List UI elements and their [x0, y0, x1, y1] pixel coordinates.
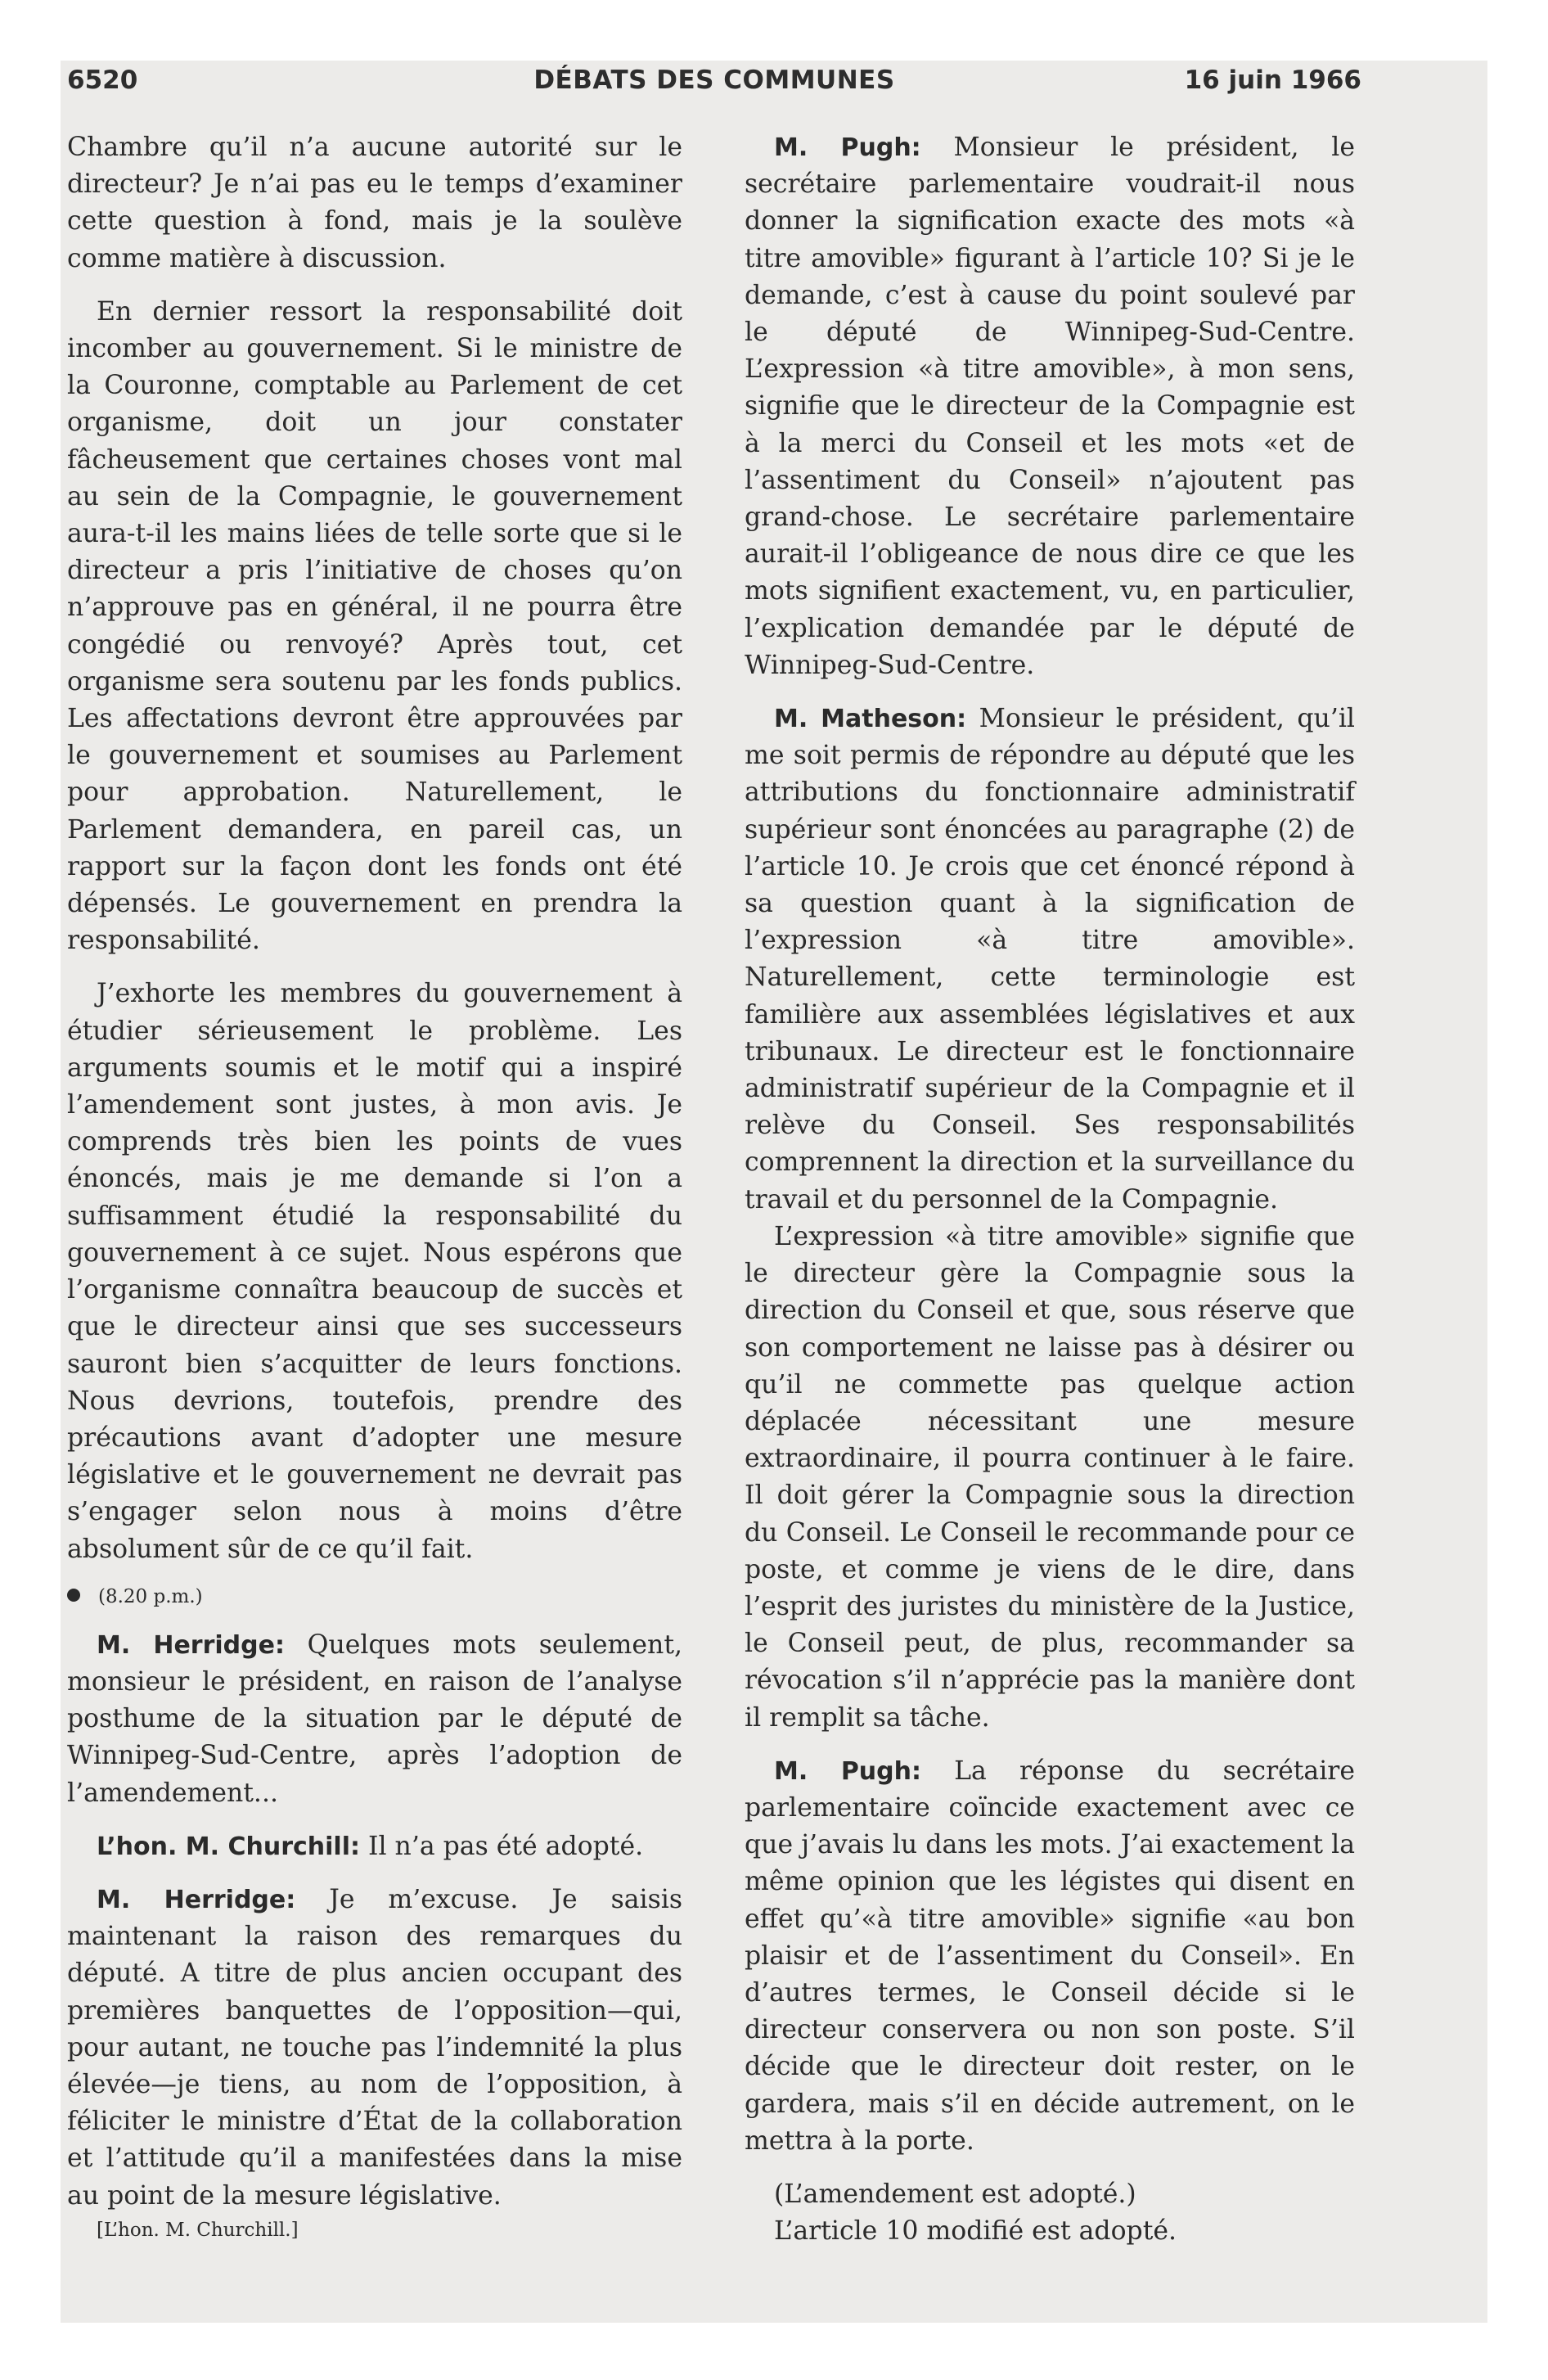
speech-pugh — [745, 1753, 1355, 2160]
paragraph: En dernier ressort la responsabilité doit incomber au gouvernement. Si le ministre de la Couronne, comptable au Parlement de cet organisme, doit un jour constater fâcheusement que certaines choses vont mal au sein de la Compagnie, le gouvernement aura-t-il les mains liées de telle sorte que si le directeur a pris l’initiative de choses qu’on n’approuve pas en général, il ne pourra être congédié ou renvoyé? Après tout, cet organisme sera soutenu par les fonds publics. Les affectations devront être approuvées par le gouvernement et soumises au Parlement pour approbation. Naturellement, le Parlement demandera, en pareil cas, un rapport sur la façon dont les fonds ont été dépensés. Le gouvernement en prendra la responsabilité. — [67, 296, 682, 956]
adoption-note: L’article 10 modifié est adopté. — [774, 2216, 1177, 2247]
timestamp — [67, 1584, 682, 1609]
speaker-name: L’hon. M. Churchill: — [97, 1832, 360, 1861]
speech-text: Je m’excuse. Je saisis maintenant la raison des remarques du député. A titre de plus ancien occupant des premières banquettes de l’opposition—qui, pour autant, ne touche pas l’indemnité la plus élevée—je tiens, au nom de l’opposition, à féliciter le ministre d’État de la collaboration et l’attitude qu’il a manifestées dans la mise au point de la mesure législative. — [67, 1884, 682, 2211]
speaker-reference: [L’hon. M. Churchill.] — [97, 2219, 299, 2241]
speaker-name: M. Herridge: — [97, 1885, 296, 1914]
paragraph: J’exhorte les membres du gouvernement à étudier sérieusement le problème. Les arguments soumis et le motif qui a inspiré l’amendement sont justes, à mon avis. Je comprends très bien les points de vues énoncés, mais je me demande si l’on a suffisamment étudié la responsabilité du gouvernement à ce sujet. Nous espérons que l’organisme connaîtra beaucoup de succès et que le directeur ainsi que ses successeurs sauront bien s’acquitter de leurs fonctions. Nous devrions, toutefois, prendre des précautions avant d’adopter une mesure législative et le gouvernement ne devrait pas s’engager selon nous à moins d’être absolument sûr de ce qu’il fait. — [67, 979, 682, 1564]
publication-title: DÉBATS DES COMMUNES — [533, 65, 895, 95]
speech-text: Monsieur le président, le secrétaire parlementaire voudrait-il nous donner la signification exacte des mots «à titre amovible» figurant à l’article 10? Si je le demande, c’est à cause du point soulevé par le député de Winnipeg-Sud-Centre. L’expression «à titre amovible», à mon sens, signifie que le directeur de la Compagnie est à la merci du Conseil et les mots «et de l’assentiment du Conseil» n’ajoutent pas grand-chose. Le secrétaire parlementaire aurait-il l’obligeance de nous dire ce que les mots signifient exactement, vu, en particulier, l’explication demandée par le député de Winnipeg-Sud-Centre. — [745, 133, 1356, 680]
page-number: 6520 — [67, 65, 138, 95]
speech-text: Il n’a pas été adopté. — [368, 1831, 644, 1861]
speaker-name: M. Pugh: — [774, 133, 921, 162]
bullet-icon — [67, 1589, 80, 1602]
speech-text: Quelques mots seulement, monsieur le président, en raison de l’analyse posthume de la situation par le député de Winnipeg-Sud-Centre, après l’adoption de l’amendement... — [67, 1629, 682, 1808]
speaker-name: M. Pugh: — [774, 1756, 921, 1786]
page-header — [67, 65, 1361, 106]
speech-herridge — [67, 1882, 682, 2215]
timestamp-text: (8.20 p.m.) — [98, 1585, 203, 1607]
speaker-name: M. Herridge: — [97, 1630, 285, 1660]
speech-text: La réponse du secrétaire parlementaire coïncide exactement avec ce que j’avais lu dans les mots. J’ai exactement la même opinion que les légistes qui disent en effet qu’«à titre amovible» signifie «au bon plaisir et de l’assentiment du Conseil». En d’autres termes, le Conseil décide si le directeur conservera ou non son poste. S’il décide que le directeur doit rester, on le gardera, mais s’il en décide autrement, on le mettra à la porte. — [745, 1756, 1355, 2156]
publication-date: 16 juin 1966 — [1184, 65, 1361, 95]
speech-matheson — [745, 701, 1355, 1219]
paragraph: L’expression «à titre amovible» signifie que le directeur gère la Compagnie sous la direction du Conseil et que, sous réserve que son comportement ne laisse pas à désirer ou qu’il ne commette pas quelque action déplacée nécessitant une mesure extraordinaire, il pourra continuer à le faire. Il doit gérer la Compagnie sous la direction du Conseil. Le Conseil le recommande pour ce poste, et comme je viens de le dire, dans l’esprit des juristes du ministère de la Justice, le Conseil peut, de plus, recommander sa révocation s’il n’apprécie pas la manière dont il remplit sa tâche. — [745, 1221, 1355, 1733]
speech-herridge — [67, 1627, 682, 1812]
left-column — [67, 129, 682, 2243]
adoption-note: (L’amendement est adopté.) — [774, 2179, 1136, 2209]
speech-pugh — [745, 129, 1355, 684]
speech-text: Monsieur le président, qu’il me soit permis de répondre au député que les attributions du fonctionnaire administratif supérieur sont énoncées au paragraphe (2) de l’article 10. Je crois que cet énoncé répond à sa question quant à la signification de l’expression «à titre amovible». Naturellement, cette terminologie est familière aux assemblées législatives et aux tribunaux. Le directeur est le fonctionnaire administratif supérieur de la Compagnie et il relève du Conseil. Ses responsabilités comprennent la direction et la surveillance du travail et du personnel de la Compagnie. — [745, 704, 1355, 1215]
speech-churchill — [67, 1828, 682, 1865]
speaker-name: M. Matheson: — [774, 705, 967, 734]
right-column — [745, 129, 1355, 2250]
paragraph: Chambre qu’il n’a aucune autorité sur le directeur? Je n’ai pas eu le temps d’examiner cette question à fond, mais je la soulève comme matière à discussion. — [67, 133, 682, 273]
